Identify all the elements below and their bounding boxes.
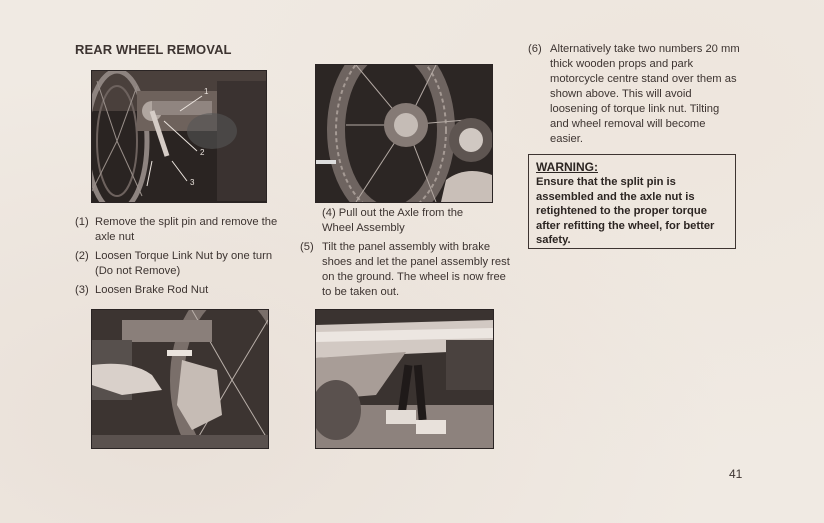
photo-callout-1: 1 bbox=[204, 87, 209, 96]
step-5-number: (5) bbox=[300, 241, 314, 253]
warning-title: WARNING: bbox=[536, 160, 598, 174]
photo-panel-tilt bbox=[91, 309, 269, 449]
section-heading: REAR WHEEL REMOVAL bbox=[75, 42, 232, 57]
photo-pull-axle bbox=[315, 64, 493, 203]
photo-callout-3: 3 bbox=[190, 178, 195, 187]
photo-wooden-props bbox=[315, 309, 494, 449]
step-2 bbox=[75, 249, 280, 281]
step-3-number: (3) bbox=[75, 284, 89, 296]
step-1-text: Remove the split pin and remove the axle nut bbox=[95, 216, 278, 243]
step-4-text: (4) Pull out the Axle from the Wheel Assembly bbox=[322, 207, 464, 234]
step-3 bbox=[75, 283, 280, 299]
step-2-number: (2) bbox=[75, 250, 89, 262]
photo-axle-nut bbox=[91, 70, 267, 203]
step-6-number: (6) bbox=[528, 43, 542, 55]
step-6-text: Alternatively take two numbers 20 mm thick wooden props and park motorcycle centre stand over them as shown above. This will avoid loosening of torque link nut. Tilting and wheel removal will become easier. bbox=[550, 43, 740, 145]
step-5-text: Tilt the panel assembly with brake shoes and let the panel assembly rest on the ground. The wheel is now free to be taken out. bbox=[322, 241, 510, 298]
warning-box bbox=[528, 154, 736, 249]
photo-callout-2: 2 bbox=[200, 148, 205, 157]
step-1-number: (1) bbox=[75, 216, 89, 228]
page-number: 41 bbox=[729, 467, 743, 481]
step-3-text: Loosen Brake Rod Nut bbox=[95, 284, 209, 296]
warning-text: Ensure that the split pin is assembled and the axle nut is retightened to the proper torque after refitting the wheel, for better safety. bbox=[536, 176, 715, 246]
step-1 bbox=[75, 215, 280, 247]
step-4 bbox=[322, 206, 497, 238]
step-6 bbox=[528, 42, 743, 145]
step-2-text: Loosen Torque Link Nut by one turn (Do not Remove) bbox=[95, 250, 273, 277]
step-5 bbox=[300, 240, 515, 302]
